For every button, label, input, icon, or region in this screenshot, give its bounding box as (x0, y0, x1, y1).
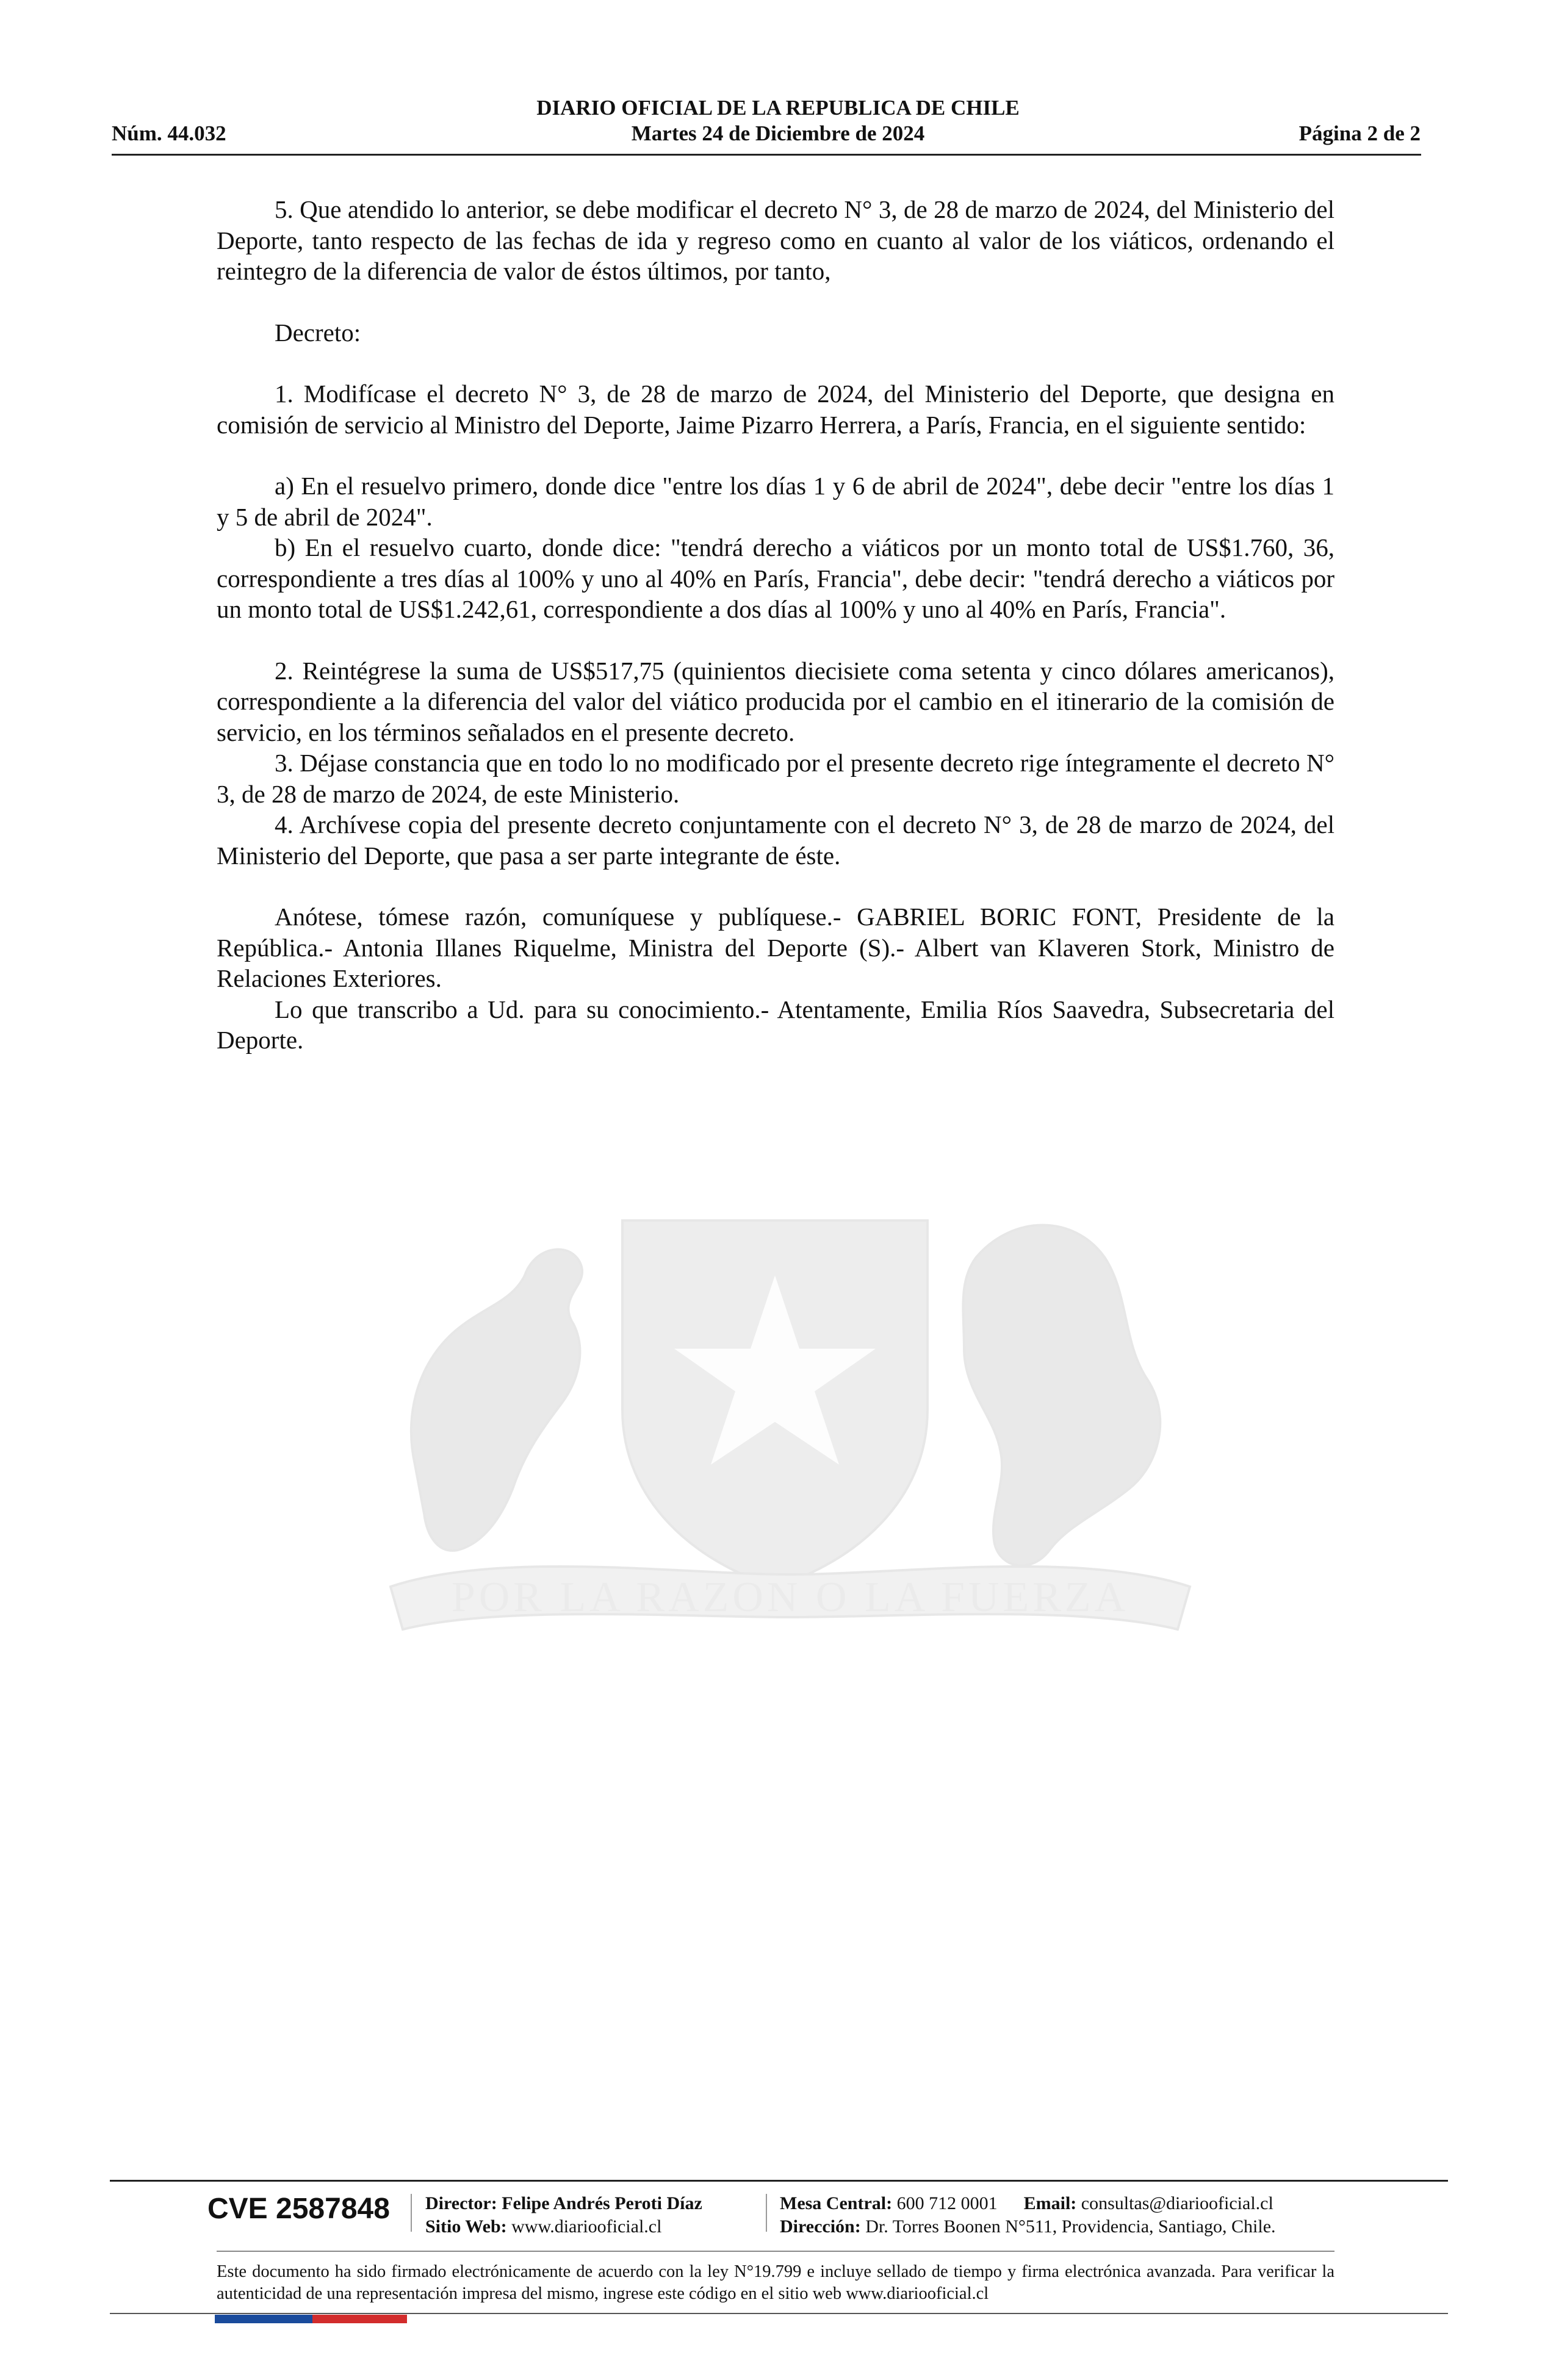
website-label: Sitio Web: (425, 2216, 507, 2237)
footer-divider-bottom (110, 2313, 1448, 2314)
transcription-note: Lo que transcribo a Ud. para su conocimiento.- Atentamente, Emilia Ríos Saavedra, Subsecretaria del Deporte. (217, 995, 1334, 1054)
article-1-item-b: b) En el resuelvo cuarto, donde dice: "tendrá derecho a viáticos por un monto total de US$1.760, 36, correspondiente a tres días al 100% y uno al 40% en París, Francia", debe decir: "tendrá derecho a viáticos por un monto total de US$1.242,61, correspondiente a dos días al 100% y uno al 40% en París, Francia". (217, 533, 1334, 623)
flag-stripe-blue (215, 2315, 312, 2323)
flag-stripe-red (312, 2315, 407, 2323)
footer-director-block (425, 2192, 702, 2238)
electronic-signature-note: Este documento ha sido firmado electrónicamente de acuerdo con la ley N°19.799 e incluye sellado de tiempo y firma electrónica avanzada. Para verificar la autenticidad de una representación impresa del mismo, ingrese este código en el sitio web www.diariooficial.cl (217, 2262, 1334, 2303)
article-3: 3. Déjase constancia que en todo lo no modificado por el presente decreto rige íntegramente el decreto N° 3, de 28 de marzo de 2024, de este Ministerio. (217, 749, 1334, 808)
issue-number: Núm. 44.032 (112, 121, 226, 145)
decree-heading: Decreto: (275, 318, 361, 347)
motto-ribbon (391, 1567, 1190, 1629)
website-link[interactable]: www.diariooficial.cl (511, 2216, 662, 2237)
motto-text: POR LA RAZON O LA FUERZA (451, 1574, 1129, 1621)
director-name: Felipe Andrés Peroti Díaz (502, 2193, 702, 2213)
email-link[interactable]: consultas@diariooficial.cl (1081, 2193, 1273, 2213)
article-1-item-a: a) En el resuelvo primero, donde dice "entre los días 1 y 6 de abril de 2024", debe decir "entre los días 1 y 5 de abril de 2024". (217, 472, 1334, 531)
footer-contact-block (780, 2192, 1276, 2238)
cve-code: CVE 2587848 (207, 2193, 390, 2225)
publication-date: Martes 24 de Diciembre de 2024 (631, 121, 925, 145)
footer-separator (411, 2194, 412, 2232)
star-figure (674, 1275, 876, 1465)
footer-divider-top (110, 2180, 1448, 2182)
shield-figure (622, 1221, 927, 1587)
article-4: 4. Archívese copia del presente decreto conjuntamente con el decreto N° 3, de 28 de marzo de 2024, del Ministerio del Deporte, que pasa a ser parte integrante de éste. (217, 810, 1334, 870)
email-label: Email: (1023, 2193, 1077, 2213)
mesa-central-label: Mesa Central: (780, 2193, 893, 2213)
signature-block: Anótese, tómese razón, comuníquese y publíquese.- GABRIEL BORIC FONT, Presidente de la República.- Antonia Illanes Riquelme, Ministra del Deporte (S).- Albert van Klaveren Stork, Ministro de Relaciones Exteriores. (217, 903, 1334, 992)
article-2: 2. Reintégrese la suma de US$517,75 (quinientos diecisiete coma setenta y cinco dólares americanos), correspondiente a la diferencia del valor del viático producida por el cambio en el itinerario de la comisión de servicio, en los términos señalados en el presente decreto. (217, 656, 1334, 746)
page-indicator: Página 2 de 2 (1298, 121, 1421, 145)
article-1: 1. Modifícase el decreto N° 3, de 28 de marzo de 2024, del Ministerio del Deporte, que designa en comisión de servicio al Ministro del Deporte, Jaime Pizarro Herrera, a París, Francia, en el siguiente sentido: (217, 380, 1334, 439)
decree-body (217, 194, 1334, 1056)
considerando-5: 5. Que atendido lo anterior, se debe modificar el decreto N° 3, de 28 de marzo de 2024, del Ministerio del Deporte, tanto respecto de las fechas de ida y regreso como en cuanto al valor de los viáticos, ordenando el reintegro de la diferencia de valor de éstos últimos, por tanto, (217, 195, 1334, 285)
coat-of-arms-watermark (317, 1123, 1263, 1666)
footer-divider-middle (217, 2251, 1334, 2252)
mesa-central-phone: 600 712 0001 (896, 2193, 998, 2213)
condor-figure (963, 1225, 1160, 1566)
director-label: Director: (425, 2193, 497, 2213)
footer-separator (766, 2194, 767, 2232)
address-value: Dr. Torres Boonen N°511, Providencia, Santiago, Chile. (865, 2216, 1276, 2237)
address-label: Dirección: (780, 2216, 861, 2237)
huemul-figure (411, 1249, 582, 1550)
header-divider (112, 154, 1421, 156)
publication-title: DIARIO OFICIAL DE LA REPUBLICA DE CHILE (536, 96, 1020, 120)
